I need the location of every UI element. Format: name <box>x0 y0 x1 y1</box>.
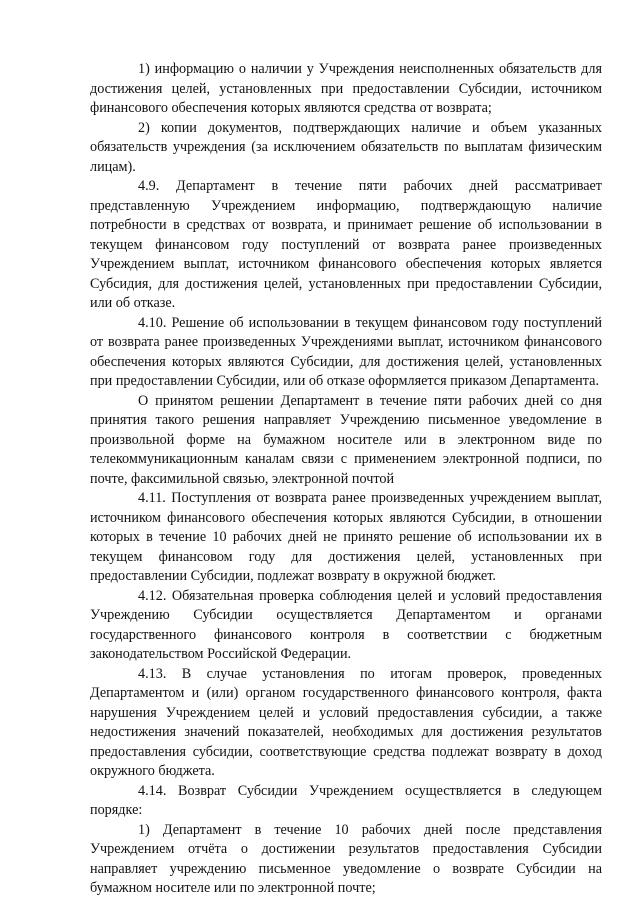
paragraph-obligations-info: 1) информацию о наличии у Учреждения неисполненных обязательств для достижения целей, установленных при предоставлении Субсидии, источником финансового обеспечения которых являются средства от возврата; <box>90 61 602 116</box>
paragraph-4-10: 4.10. Решение об использовании в текущем финансовом году поступлений от возврата ранее произведенных Учреждениями выплат, источником финансового обеспечения которых являются Субсидии, для достижения целей, установленных при предоставлении Субсидии, или об отказе оформляется приказом Департамента. <box>90 314 602 389</box>
paragraph-4-12: 4.12. Обязательная проверка соблюдения целей и условий предоставления Учреждению Субсидии осуществляется Департаментом и органами государственного финансового контроля в соответствии с бюджетным законодательством Российской Федерации. <box>90 587 602 662</box>
paragraph-return-step-1: 1) Департамент в течение 10 рабочих дней после представления Учреждением отчёта о достижении результатов предоставления Субсидии направляет учреждению письменное уведомление о возврате Субсидии на бумажном носителе или по электронной почте; <box>90 821 602 896</box>
paragraph-4-14: 4.14. Возврат Субсидии Учреждением осуществляется в следующем порядке: <box>90 782 602 818</box>
paragraph-4-9: 4.9. Департамент в течение пяти рабочих дней рассматривает представленную Учреждением информацию, подтверждающую наличие потребности в средствах от возврата, и принимает решение об использовании в текущем финансовом году поступлений от возврата ранее произведенных Учреждением выплат, источником финансового обеспечения которых является Субсидия, для достижения целей, установленных при предоставлении Субсидии, или об отказе. <box>90 178 602 311</box>
paragraph-document-copies: 2) копии документов, подтверждающих наличие и объем указанных обязательств учреждения (за исключением обязательств по выплатам физическим лицам). <box>90 119 602 175</box>
paragraph-4-13: 4.13. В случае установления по итогам проверок, проведенных Департаментом и (или) органом государственного финансового контроля, факта нарушения Учреждением целей и условий предоставления субсидии, а также недостижения значений показателей, необходимых для достижения результатов предоставления субсидии, соответствующие средства подлежат возврату в доход окружного бюджета. <box>90 665 602 779</box>
paragraph-decision-notice: О принятом решении Департамент в течение пяти рабочих дней со дня принятия такого решения направляет Учреждению письменное уведомление в произвольной форме на бумажном носителе или в электронном виде по телекоммуникационным каналам связи с применением электронной подписи, по почте, факсимильной связью, электронной почтой <box>90 392 602 487</box>
document-page <box>90 60 602 899</box>
paragraph-4-11: 4.11. Поступления от возврата ранее произведенных учреждением выплат, источником финансового обеспечения которых являются Субсидии, в отношении которых в течение 10 рабочих дней не принято решение об использовании их в текущем финансовом году для достижения целей, установленных при предоставлении Субсидии, подлежат возврату в окружной бюджет. <box>90 490 602 584</box>
